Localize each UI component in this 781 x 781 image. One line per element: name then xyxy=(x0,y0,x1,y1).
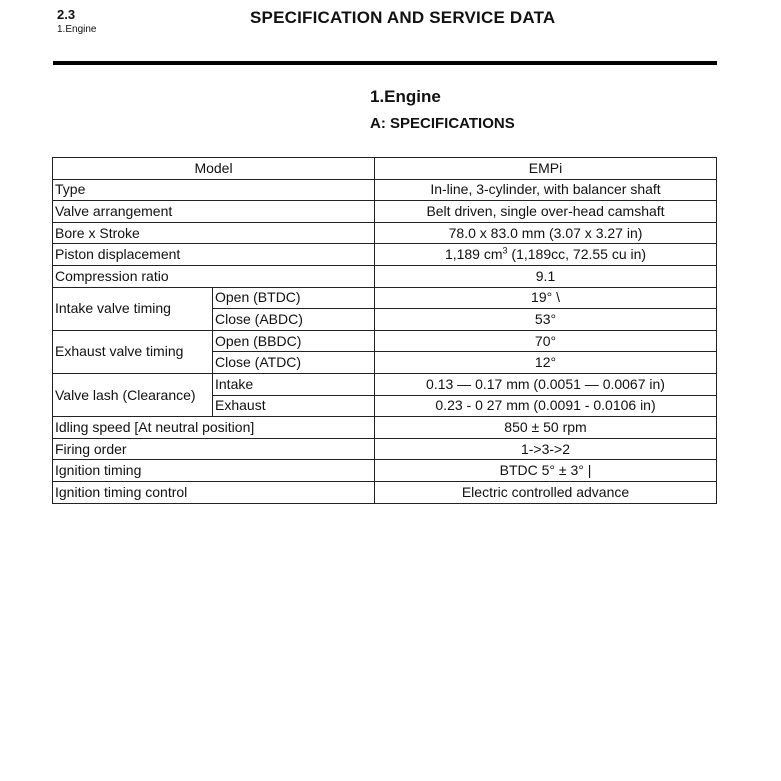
table-row xyxy=(53,265,717,287)
content-heading: 1.Engine xyxy=(370,87,441,106)
section-subtitle: 1.Engine xyxy=(57,24,97,35)
displacement-value: 1,189 cm xyxy=(444,246,503,263)
row-value: 78.0 x 83.0 mm (3.07 x 3.27 in) xyxy=(375,222,717,244)
row-sublabel: Close (ABDC) xyxy=(213,309,375,331)
table-row xyxy=(53,330,717,352)
row-label: Idling speed [At neutral position] xyxy=(53,417,375,439)
row-label: Ignition timing xyxy=(53,460,375,482)
row-value: 9.1 xyxy=(375,265,717,287)
row-sublabel: Close (ATDC) xyxy=(213,352,375,374)
displacement-superscript: 3 xyxy=(502,245,508,256)
row-sublabel: Intake xyxy=(213,373,375,395)
row-label: Exhaust valve timing xyxy=(53,330,213,373)
row-value: 53° xyxy=(375,309,717,331)
row-value: 0.13 — 0.17 mm (0.0051 — 0.0067 in) xyxy=(375,373,717,395)
row-label: Type xyxy=(53,179,375,201)
row-label: Ignition timing control xyxy=(53,481,375,503)
table-header-row xyxy=(53,158,717,180)
row-value xyxy=(375,244,717,266)
header-value: EMPi xyxy=(375,158,717,180)
row-label: Valve arrangement xyxy=(53,201,375,223)
table-row xyxy=(53,244,717,266)
row-value: Electric controlled advance xyxy=(375,481,717,503)
spec-table xyxy=(52,157,717,504)
table-row xyxy=(53,201,717,223)
table-row xyxy=(53,179,717,201)
row-label: Bore x Stroke xyxy=(53,222,375,244)
row-value: 70° xyxy=(375,330,717,352)
row-label: Firing order xyxy=(53,438,375,460)
table-row xyxy=(53,222,717,244)
table-row xyxy=(53,287,717,309)
row-label: Intake valve timing xyxy=(53,287,213,330)
row-value: Belt driven, single over-head camshaft xyxy=(375,201,717,223)
row-value: 12° xyxy=(375,352,717,374)
row-value: 0.23 - 0 27 mm (0.0091 - 0.0106 in) xyxy=(375,395,717,417)
header-rule xyxy=(53,61,717,65)
table-row xyxy=(53,417,717,439)
row-sublabel: Open (BBDC) xyxy=(213,330,375,352)
content-subheading: A: SPECIFICATIONS xyxy=(370,115,515,132)
row-sublabel: Open (BTDC) xyxy=(213,287,375,309)
page-title: SPECIFICATION AND SERVICE DATA xyxy=(250,8,556,27)
row-value: In-line, 3-cylinder, with balancer shaft xyxy=(375,179,717,201)
row-sublabel: Exhaust xyxy=(213,395,375,417)
section-number: 2.3 xyxy=(57,7,76,22)
header-model: Model xyxy=(53,158,375,180)
row-label: Piston displacement xyxy=(53,244,375,266)
table-row xyxy=(53,438,717,460)
row-label: Valve lash (Clearance) xyxy=(53,373,213,416)
row-value: 19° \ xyxy=(375,287,717,309)
displacement-detail: (1,189cc, 72.55 cu in) xyxy=(507,246,647,263)
row-value: BTDC 5° ± 3° | xyxy=(375,460,717,482)
row-label: Compression ratio xyxy=(53,265,375,287)
table-row xyxy=(53,460,717,482)
row-value: 1->3->2 xyxy=(375,438,717,460)
table-row xyxy=(53,373,717,395)
table-row xyxy=(53,481,717,503)
row-value: 850 ± 50 rpm xyxy=(375,417,717,439)
